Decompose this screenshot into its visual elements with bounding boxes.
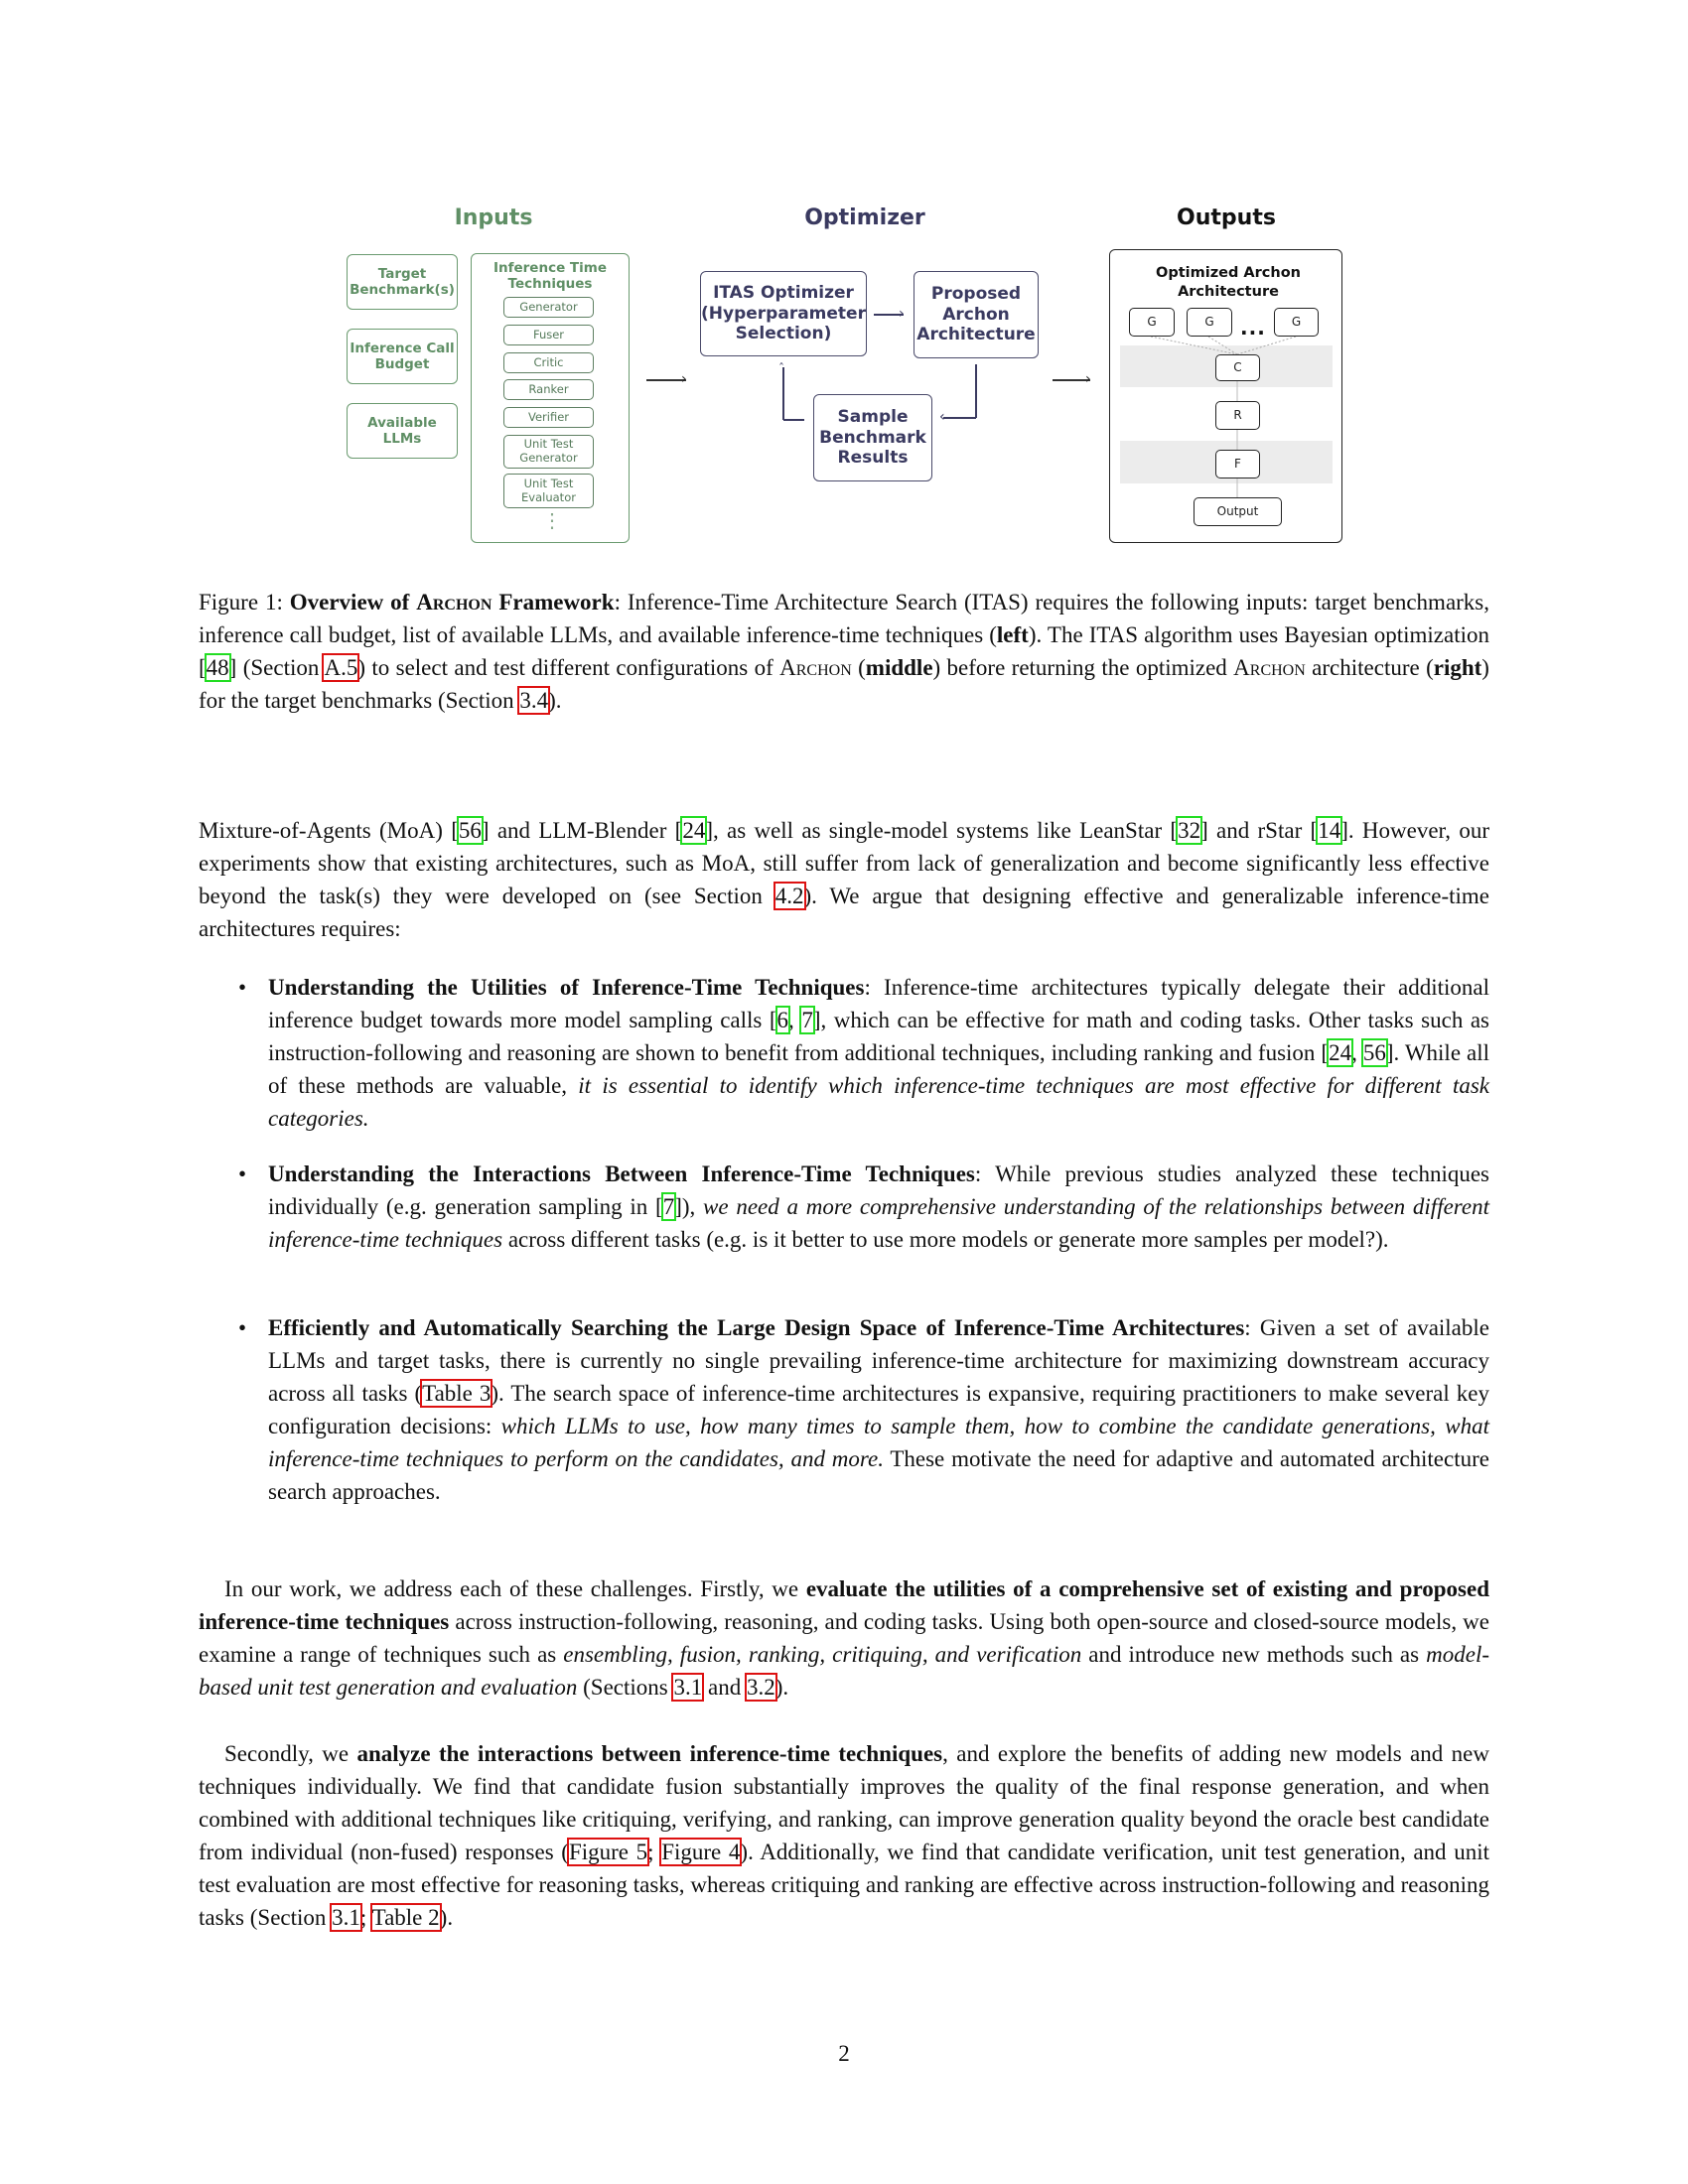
archon-name: Archon: [1233, 655, 1306, 680]
caption-text: ) to select and test different configurations of: [357, 655, 780, 680]
emphasis-bold: analyze the interactions between inference-time techniques: [356, 1741, 943, 1766]
generator-node: G: [1129, 308, 1175, 337]
technique-ranker: Ranker: [503, 379, 594, 400]
caption-text: (Section: [236, 655, 325, 680]
proposed-archon-architecture-box: Proposed Archon Architecture: [914, 271, 1039, 358]
emphasis-bold: evaluate the utilities of a comprehensive set of existing and proposed inference-time techniques: [199, 1576, 1489, 1634]
caption-title: [290, 590, 615, 614]
figure-link[interactable]: Figure 4: [661, 1840, 741, 1864]
generator-node: G: [1274, 308, 1319, 337]
section-link[interactable]: 3.1: [332, 1905, 360, 1930]
section-link[interactable]: 3.2: [746, 1675, 775, 1700]
bullet-item-interactions: Understanding the Interactions Between Inference-Time Techniques: While previous studies analyzed these techniques individually (e.g. generation sampling in [7]), we need a more comprehensive understanding of the relationships between different inference-time techniques across different tasks (e.g. is it better to use more models or generate more samples per model?).: [268, 1161, 1490, 1252]
text: ). We argue that designing effective and generalizable inference-time architectures requires:: [199, 884, 1490, 941]
emphasis: which LLMs to use, how many times to sample them, how to combine the candidate generations, what inference-time techniques to perform on the candidates, and more.: [268, 1414, 1489, 1471]
text: across instruction-following, reasoning, and coding tasks. Using both open-source and closed-source models, we examine a range of techniques such as: [199, 1609, 1489, 1667]
text: and LLM-Blender: [489, 818, 675, 843]
generator-node: G: [1187, 308, 1232, 337]
caption-text: : Inference-Time Architecture Search (ITAS) requires the following inputs: target benchmarks, inference call budget, list of available LLMs, and available inference-time techniques (: [199, 590, 1490, 647]
bullet-icon: •: [238, 975, 247, 1000]
citation-link[interactable]: 56: [458, 818, 482, 843]
text: Secondly, we: [224, 1741, 357, 1766]
text: (Sections: [577, 1675, 674, 1700]
text: and introduce new methods such as: [1081, 1642, 1427, 1667]
table-link[interactable]: Table 2: [371, 1905, 440, 1930]
text: ;: [359, 1905, 372, 1930]
text: In our work, we address each of these challenges. Firstly, we: [224, 1576, 806, 1601]
text: ). The search space of inference-time architectures is expansive, requiring practitioners to make several key configuration decisions:: [268, 1381, 1489, 1438]
emphasis: model-based unit test generation and evaluation: [199, 1642, 1489, 1700]
arrowhead-right-icon: ›: [681, 371, 687, 387]
output-node: Output: [1194, 497, 1282, 526]
sample-benchmark-results-box: Sample Benchmark Results: [813, 394, 932, 481]
caption-middle: middle: [865, 655, 933, 680]
section-link[interactable]: 3.4: [519, 688, 549, 713]
arrowhead-up-icon: ˆ: [778, 361, 784, 375]
page-number: 2: [838, 2041, 850, 2066]
emphasis: ensembling, fusion, ranking, critiquing, and verification: [563, 1642, 1082, 1667]
available-llms-box: Available LLMs: [347, 403, 458, 459]
optimized-architecture-title: Optimized Archon Architecture: [1156, 265, 1301, 300]
text: . However, our experiments show that existing architectures, such as MoA, still suffer from lack of generalization and become significantly less effective beyond the task(s) they were developed on (see Section: [199, 818, 1489, 908]
inputs-title: Inputs: [454, 205, 533, 230]
text: and: [702, 1675, 747, 1700]
critic-node: C: [1215, 354, 1260, 381]
technique-generator: Generator: [503, 297, 594, 318]
caption-title-pre: Overview of: [289, 590, 410, 614]
emphasis: we need a more comprehensive understanding of the relationships between different inference-time techniques: [268, 1194, 1489, 1252]
section-link[interactable]: A.5: [324, 655, 358, 680]
bullet-title: Understanding the Utilities of Inference-Time Techniques: [268, 975, 865, 1000]
text: : While previous studies analyzed these techniques individually (e.g. generation sampling in: [268, 1161, 1490, 1219]
caption-text: ) before returning the optimized: [932, 655, 1234, 680]
paragraph-our-work: [199, 1572, 1489, 1704]
caption-title-archon: Archon: [416, 590, 492, 614]
caption-text: ) for the target benchmarks (Section: [199, 655, 1489, 713]
text: : Given a set of available LLMs and target tasks, there is currently no single prevailing inference-time architecture for maximizing downstream accuracy across all tasks (: [268, 1315, 1489, 1406]
text: : Inference-time architectures typically delegate their additional inference budget towards more model sampling calls: [268, 975, 1489, 1032]
bullet-icon: •: [238, 1161, 247, 1186]
optimizer-title: Optimizer: [804, 205, 925, 230]
citation-link[interactable]: 6: [776, 1008, 789, 1032]
bullet-title: Understanding the Interactions Between Inference-Time Techniques: [268, 1161, 975, 1186]
bullet-icon: •: [238, 1315, 247, 1340]
text: , which can be effective for math and coding tasks. Other tasks such as instruction-following and reasoning are shown to benefit from additional techniques, including ranking and fusion: [268, 1008, 1489, 1065]
text: across different tasks (e.g. is it better to use more models or generate more samples per model?).: [502, 1227, 1389, 1252]
figure-link[interactable]: Figure 5: [568, 1840, 648, 1864]
technique-verifier: Verifier: [503, 407, 594, 428]
emphasis: it is essential to identify which inference-time techniques are most effective for different task categories.: [268, 1073, 1489, 1131]
caption-right: right: [1433, 655, 1482, 680]
more-generators-ellipsis: ...: [1240, 316, 1266, 340]
archon-name: Archon: [779, 655, 852, 680]
citation-link[interactable]: 24: [1329, 1040, 1352, 1065]
caption-text: ).: [548, 688, 562, 713]
arrow-proposed-to-sample-horizontal: [943, 417, 976, 419]
arrowhead-left-icon: ‹: [939, 409, 945, 425]
inference-call-budget-box: Inference Call Budget: [347, 329, 458, 384]
caption-left: left: [996, 622, 1029, 647]
technique-fuser: Fuser: [503, 325, 594, 345]
text: . While all of these methods are valuable,: [268, 1040, 1490, 1098]
intro-paragraph: Mixture-of-Agents (MoA) [56] and LLM-Blender [24], as well as single-model systems like LeanStar [32] and rStar [14]. However, our experiments show that existing architectures, such as MoA, still suffer from lack of generalization and become significantly less effective beyond the task(s) they were developed on (see Section 4.2). We argue that designing effective and generalizable inference-time architectures requires:: [199, 818, 1490, 941]
citation-link[interactable]: 56: [1362, 1040, 1386, 1065]
outputs-title: Outputs: [1177, 205, 1276, 230]
technique-critic: Critic: [503, 352, 594, 373]
section-link[interactable]: 3.1: [673, 1675, 703, 1700]
caption-title-post: Framework: [498, 590, 615, 614]
arrow-inputs-to-optimizer: [646, 379, 686, 381]
figure-caption: Figure 1: Overview of Archon Framework: Inference-Time Architecture Search (ITAS) requires the following inputs: target benchmarks, inference call budget, list of available LLMs, and available inference-time techniques (left). The ITAS algorithm uses Bayesian optimization [48] (Section A.5) to select and test different configurations of Archon (middle) before returning the optimized Archon architecture (right) for the target benchmarks (Section 3.4).: [199, 590, 1490, 713]
caption-label: Figure 1:: [199, 590, 283, 614]
techniques-panel-title: Inference Time Techniques: [492, 260, 607, 293]
text: , as well as single-model systems like LeanStar: [712, 818, 1171, 843]
citation-link[interactable]: 7: [801, 1008, 813, 1032]
bullet-title: Efficiently and Automatically Searching the Large Design Space of Inference-Time Architectures: [268, 1315, 1245, 1340]
bullet-item-search: [268, 1311, 1489, 1508]
text: These motivate the need for adaptive and automated architecture search approaches.: [268, 1446, 1489, 1504]
citation-link[interactable]: 14: [1318, 818, 1341, 843]
technique-unit-test-generator: Unit Test Generator: [503, 435, 594, 469]
bullet-item-utilities: Understanding the Utilities of Inference-Time Techniques: Inference-time architectures typically delegate their additional inference budget towards more model sampling calls [6, 7], which can be effective for math and coding tasks. Other tasks such as instruction-following and reasoning are shown to benefit from additional techniques, including ranking and fusion [24, 56]. While all of these methods are valuable, it is essential to identify which inference-time techniques are most effective for different task categories.: [268, 975, 1490, 1131]
caption-text: architecture (: [1305, 655, 1434, 680]
text: Mixture-of-Agents (MoA): [199, 818, 452, 843]
technique-unit-test-evaluator: Unit Test Evaluator: [503, 474, 594, 508]
text: ),: [681, 1194, 704, 1219]
citation-link[interactable]: 32: [1178, 818, 1201, 843]
text: and rStar: [1207, 818, 1311, 843]
section-link[interactable]: 4.2: [774, 884, 804, 908]
paragraph-secondly: [199, 1737, 1489, 1934]
citation-link[interactable]: 24: [682, 818, 706, 843]
text: , and explore the benefits of adding new models and new techniques individually. We find that candidate fusion substantially improves the quality of the final response generation, and when combined with additional techniques like critiquing, verifying, and ranking, can improve generation quality beyond the oracle best candidate from individual (non-fused) responses (: [199, 1741, 1489, 1864]
citation-link[interactable]: 48: [206, 655, 229, 680]
text: ).: [439, 1905, 454, 1930]
caption-text: (: [851, 655, 866, 680]
text: ).: [774, 1675, 789, 1700]
ranker-node: R: [1215, 401, 1260, 430]
target-benchmarks-box: Target Benchmark(s): [347, 254, 458, 310]
itas-optimizer-box: ITAS Optimizer (Hyperparameter Selection): [700, 271, 867, 356]
arrow-proposed-to-sample: [975, 364, 977, 418]
caption-text: ). The ITAS algorithm uses Bayesian optimization: [1028, 622, 1490, 647]
table-link[interactable]: Table 3: [422, 1381, 492, 1406]
arrow-sample-to-itas: [783, 419, 804, 421]
citation-link[interactable]: 7: [662, 1194, 675, 1219]
text: ;: [647, 1840, 662, 1864]
arrowhead-right-icon: ›: [899, 306, 905, 322]
text: ). Additionally, we find that candidate verification, unit test generation, and unit test evaluation are most effective for reasoning tasks, whereas critiquing and ranking are effective across instruction-following and reasoning tasks (Section: [199, 1840, 1489, 1930]
arrowhead-right-icon: ›: [1085, 371, 1091, 387]
fuser-node: F: [1215, 450, 1260, 478]
more-techniques-icon: ⋮: [542, 510, 562, 532]
